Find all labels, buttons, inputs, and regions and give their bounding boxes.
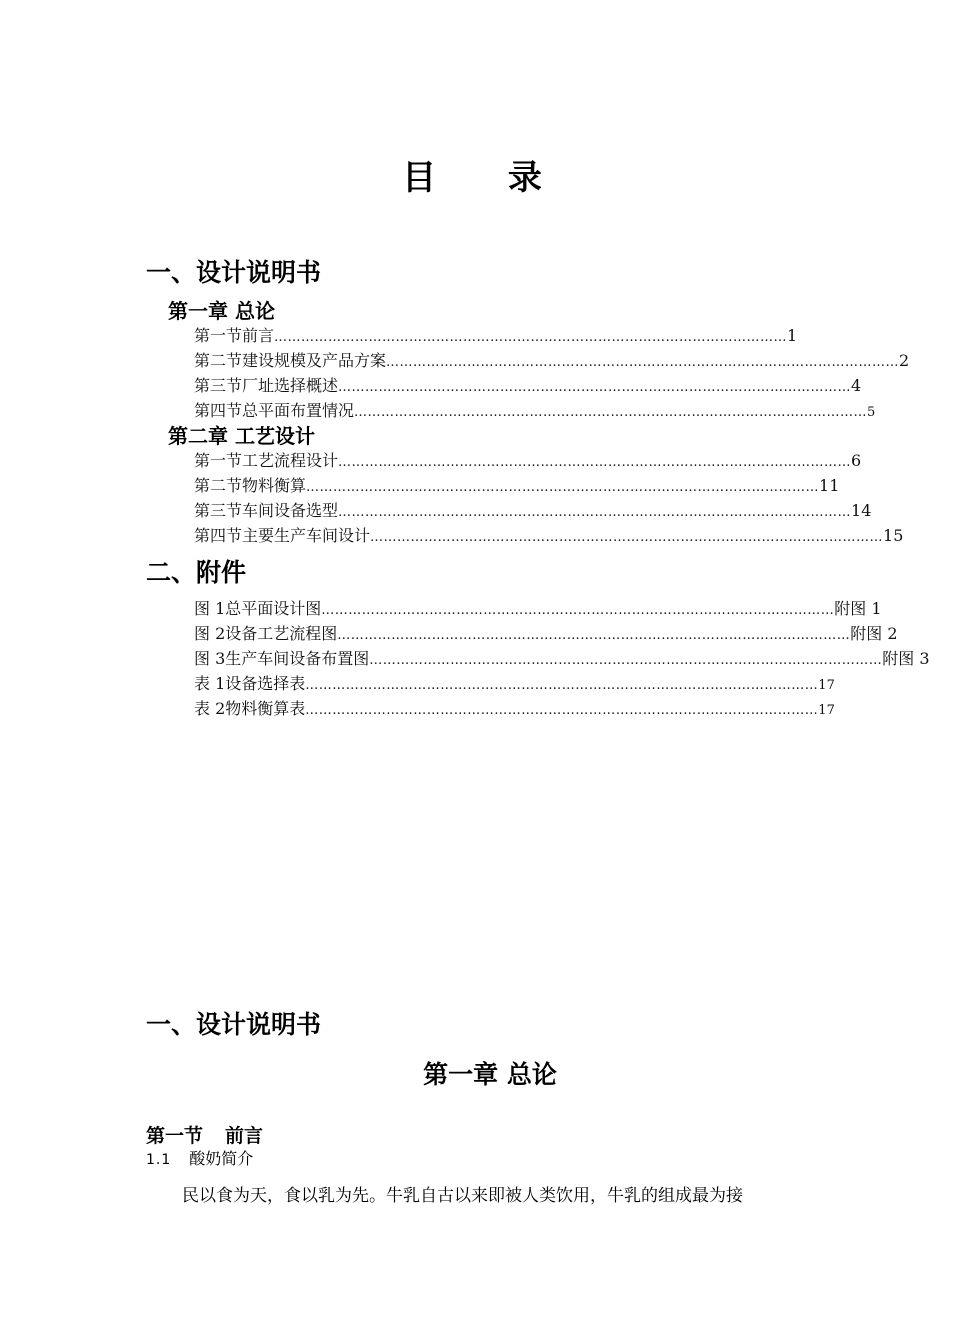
toc-entry-name: 物料衡算	[242, 476, 307, 495]
toc-entry-name: 车间设备选型	[242, 501, 339, 520]
toc-entry-page: 4	[851, 376, 862, 395]
toc-entry[interactable]	[194, 473, 840, 498]
toc-chapter-2-entries	[194, 448, 904, 548]
toc-entry-name: 物料衡算表	[225, 699, 306, 718]
body-part-title: 一、设计说明书	[146, 1010, 322, 1039]
body-paragraph: 民以食为天，食以乳为先。牛乳自古以来即被人类饮用，牛乳的组成最为接	[182, 1186, 743, 1206]
toc-entry-section: 第三节	[194, 376, 243, 395]
body-chapter-title: 第一章 总论	[423, 1060, 557, 1089]
toc-part-design-spec[interactable]: 一、设计说明书	[146, 258, 322, 287]
toc-entry-name: 生产车间设备布置图	[225, 649, 370, 668]
toc-leader-dots: ……………………………………………………………………………………………………	[305, 678, 819, 693]
toc-entry-page: 5	[867, 405, 876, 420]
toc-entry[interactable]	[194, 498, 872, 523]
toc-leader-dots: ……………………………………………………………………………………………………	[338, 380, 852, 395]
toc-entry-page: 附图 2	[850, 624, 898, 643]
toc-entry[interactable]	[194, 523, 904, 548]
toc-title: 目 录	[402, 158, 572, 198]
toc-entry[interactable]	[194, 348, 910, 373]
toc-leader-dots: ……………………………………………………………………………………………………	[305, 703, 819, 718]
toc-entry-name: 厂址选择概述	[242, 376, 339, 395]
section-name: 前言	[225, 1125, 264, 1147]
toc-chapter-1-entries	[194, 323, 910, 423]
toc-entry-page: 14	[851, 501, 872, 520]
subsection-heading	[146, 1146, 253, 1169]
toc-entry-section: 图 3	[194, 649, 226, 668]
toc-entry-name: 设备工艺流程图	[225, 624, 338, 643]
toc-leader-dots: ……………………………………………………………………………………………………	[338, 505, 852, 520]
toc-entry[interactable]	[194, 671, 835, 696]
toc-leader-dots: ……………………………………………………………………………………………………	[274, 330, 788, 345]
toc-entry-page: 附图 1	[834, 599, 882, 618]
toc-entry-section: 图 2	[194, 624, 226, 643]
toc-chapter-process-design[interactable]: 第二章 工艺设计	[168, 424, 315, 448]
toc-entry-section: 第四节	[194, 526, 243, 545]
toc-leader-dots: ……………………………………………………………………………………………………	[321, 603, 835, 618]
toc-attachment-entries	[194, 596, 930, 721]
toc-entry[interactable]	[194, 323, 798, 348]
toc-entry-name: 工艺流程设计	[242, 451, 339, 470]
toc-entry[interactable]	[194, 448, 862, 473]
toc-entry-section: 第一节	[194, 451, 243, 470]
subsection-name: 酸奶简介	[189, 1149, 254, 1168]
toc-entry-section: 表 2	[194, 699, 226, 718]
toc-entry-page: 附图 3	[882, 649, 930, 668]
toc-entry-name: 设备选择表	[225, 674, 306, 693]
toc-entry-name: 建设规模及产品方案	[242, 351, 387, 370]
toc-entry[interactable]	[194, 696, 835, 721]
toc-entry-section: 图 1	[194, 599, 226, 618]
toc-leader-dots: ……………………………………………………………………………………………………	[337, 628, 851, 643]
toc-entry[interactable]	[194, 596, 882, 621]
toc-entry-page: 6	[851, 451, 862, 470]
toc-entry-name: 总平面布置情况	[242, 401, 355, 420]
toc-entry-section: 第四节	[194, 401, 243, 420]
toc-entry-section: 第二节	[194, 476, 243, 495]
toc-entry-section: 第三节	[194, 501, 243, 520]
toc-entry-name: 前言	[242, 326, 275, 345]
section-heading	[146, 1121, 263, 1148]
toc-leader-dots: ……………………………………………………………………………………………………	[338, 455, 852, 470]
toc-leader-dots: ……………………………………………………………………………………………………	[354, 405, 868, 420]
toc-entry-page: 1	[787, 326, 798, 345]
toc-entry[interactable]	[194, 646, 930, 671]
toc-entry-page: 15	[883, 526, 904, 545]
toc-entry-page: 11	[819, 476, 840, 495]
toc-leader-dots: ……………………………………………………………………………………………………	[386, 355, 900, 370]
toc-leader-dots: ……………………………………………………………………………………………………	[369, 653, 883, 668]
toc-entry[interactable]	[194, 621, 898, 646]
toc-entry[interactable]	[194, 398, 876, 423]
toc-chapter-general[interactable]: 第一章 总论	[168, 299, 275, 323]
toc-entry-section: 第二节	[194, 351, 243, 370]
section-label: 第一节	[146, 1125, 204, 1147]
toc-entry-name: 主要生产车间设计	[242, 526, 371, 545]
toc-leader-dots: ……………………………………………………………………………………………………	[306, 480, 820, 495]
toc-entry[interactable]	[194, 373, 862, 398]
toc-entry-page: 17	[818, 703, 835, 718]
toc-entry-name: 总平面设计图	[225, 599, 322, 618]
toc-entry-page: 17	[818, 678, 835, 693]
toc-leader-dots: ……………………………………………………………………………………………………	[370, 530, 884, 545]
toc-entry-section: 第一节	[194, 326, 243, 345]
subsection-number: 1.1	[146, 1152, 172, 1168]
toc-part-attachments[interactable]: 二、附件	[146, 558, 247, 587]
toc-entry-section: 表 1	[194, 674, 226, 693]
toc-entry-page: 2	[899, 351, 910, 370]
